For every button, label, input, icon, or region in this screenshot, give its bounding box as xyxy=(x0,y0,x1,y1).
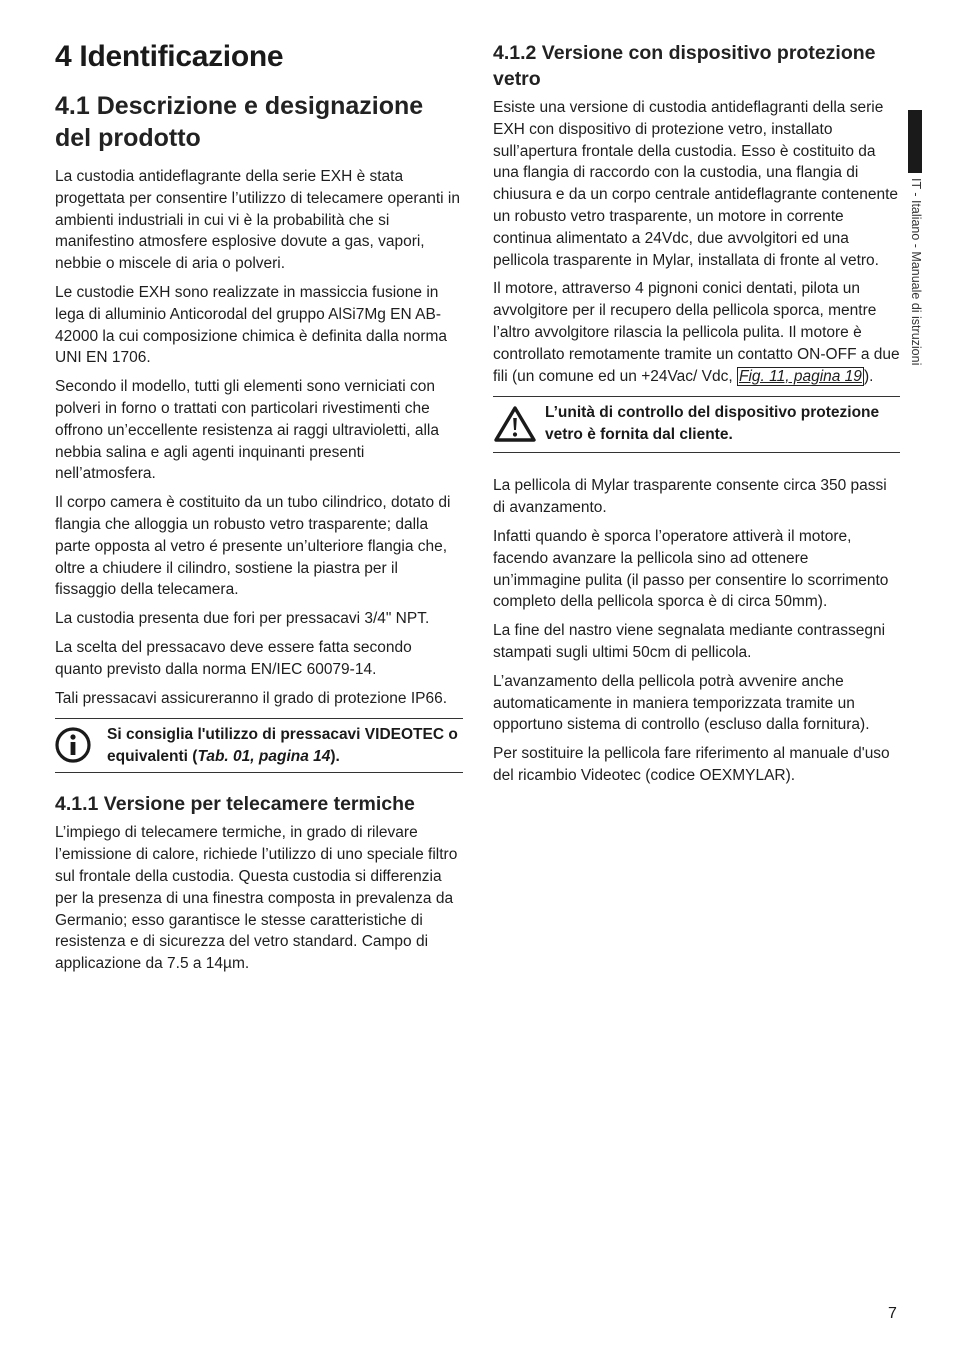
figure-link[interactable]: Fig. 11, pagina 19 xyxy=(738,367,862,385)
paragraph: L’impiego di telecamere termiche, in grado di rilevare l’emissione di calore, richiede l’utilizzo di uno speciale filtro sul frontale della custodia. Questa custodia si differenzia per la presenza di una finestra composta in prevalenza da Germanio; esso garantisce le stesse caratteristiche di resistenza e di sicurezza del vetro standard. Campo di applicazione da 7.5 a 14µm. xyxy=(55,824,458,973)
warning-note-text: L’unità di controllo del dispositivo protezione vetro è fornita dal cliente. xyxy=(545,404,880,444)
paragraph: La fine del nastro viene segnalata mediante contrassegni stampati sugli ultimi 50cm di pellicola. xyxy=(493,622,886,661)
paragraph: Tali pressacavi assicureranno il grado di protezione IP66. xyxy=(55,689,448,707)
warning-icon xyxy=(493,405,537,448)
paragraph: La scelta del pressacavo deve essere fatta secondo quanto previsto dalla norma EN/IEC 60079-14. xyxy=(55,638,412,678)
warning-note xyxy=(493,396,900,453)
paragraph: L’avanzamento della pellicola potrà avvenire anche automaticamente in maniera temporizzata tramite un opportuno sistema di controllo (escluso dalla fornitura). xyxy=(493,672,870,734)
paragraph: La pellicola di Mylar trasparente consente circa 350 passi di avanzamento. xyxy=(493,477,887,517)
paragraph: Per sostituire la pellicola fare riferimento al manuale d'uso del ricambio Videotec (codice OEXMYLAR). xyxy=(493,745,890,784)
left-column xyxy=(55,38,463,982)
section-4-1-title: 4.1 Descrizione e designazione del prodotto xyxy=(55,92,424,152)
info-icon xyxy=(55,727,91,768)
paragraph: La custodia presenta due fori per pressacavi 3/4" NPT. xyxy=(55,610,430,628)
info-note-text-start: Si consiglia l'utilizzo di pressacavi VIDEOTEC o equivalenti ( xyxy=(107,726,458,766)
page-number: 7 xyxy=(888,1305,897,1322)
section-4-1-1-title: 4.1.1 Versione per telecamere termiche xyxy=(55,793,415,816)
motor-paragraph-text: Il motore, attraverso 4 pignoni conici dentati, pilota un avvolgitore per il recupero della pellicola sporca, mentre l’altro avvolgitore rilascia la pellicola pulita. Il motore è controllato remotamente tramite un contatto ON-OFF a due fili (un comune ed un +24Vac/ Vdc, xyxy=(493,280,900,385)
info-note-text xyxy=(107,724,463,768)
paragraph: Secondo il modello, tutti gli elementi sono verniciati con polveri in forno o trattati con particolari rivestimenti che offrono un’eccellente resistenza ai raggi ultravioletti, alla nebbia salina e agli agenti inquinanti presenti nell’atmosfera. xyxy=(55,378,439,483)
paragraph: Esiste una versione di custodia antideflagranti della serie EXH con dispositivo di protezione vetro, installato sull’apertura frontale della custodia. Esso è costituito da una flangia di raccordo con la custodia, una flangia di chiusura e da un corpo centrale antideflagrante contenente un robusto vetro trasparente, un motore in corrente continua alimentato a 24Vdc, due avvolgitori ed una pellicola trasparente in Mylar, installata di fronte al vetro. xyxy=(493,99,899,269)
table-reference[interactable]: Tab. 01, pagina 14 xyxy=(197,748,331,766)
chapter-title: 4 Identificazione xyxy=(55,40,284,73)
side-language-label: IT - Italiano - Manuale di istruzioni xyxy=(909,178,923,366)
paragraph: La custodia antideflagrante della serie EXH è stata progettata per consentire l’utilizzo di telecamere operanti in ambienti industriali in cui vi è la probabilità che si manifestino atmosfere esplosive dovute a gas, vapori, nebbie o miscele di aria o polveri. xyxy=(55,168,460,273)
motor-paragraph-end: ). xyxy=(863,367,874,385)
info-note xyxy=(55,718,463,773)
paragraph: Le custodie EXH sono realizzate in massiccia fusione in lega di alluminio Anticorodal del gruppo AlSi7Mg EN AB-42000 la cui composizione chimica è definita dalla norma UNI EN 1706. xyxy=(55,283,448,367)
section-4-1-2-title: 4.1.2 Versione con dispositivo protezione vetro xyxy=(493,42,876,90)
paragraph: Infatti quando è sporca l’operatore attiverà il motore, facendo avanzare la pellicola sino ad ottenere un’immagine pulita (il passo per consentire lo scorrimento completo della pellicola sporca è di circa 50mm). xyxy=(493,527,889,611)
language-tab-marker xyxy=(908,110,922,173)
right-column xyxy=(493,38,900,794)
motor-paragraph xyxy=(493,278,900,387)
info-note-text-end: ). xyxy=(330,748,340,766)
paragraph: Il corpo camera è costituito da un tubo cilindrico, dotato di flangia che alloggia un robusto vetro trasparente; dalla parte opposta al vetro é presente un’ulteriore flangia che, oltre a chiudere il cilindro, sostiene la piastra per il fissaggio della telecamera. xyxy=(55,494,451,599)
